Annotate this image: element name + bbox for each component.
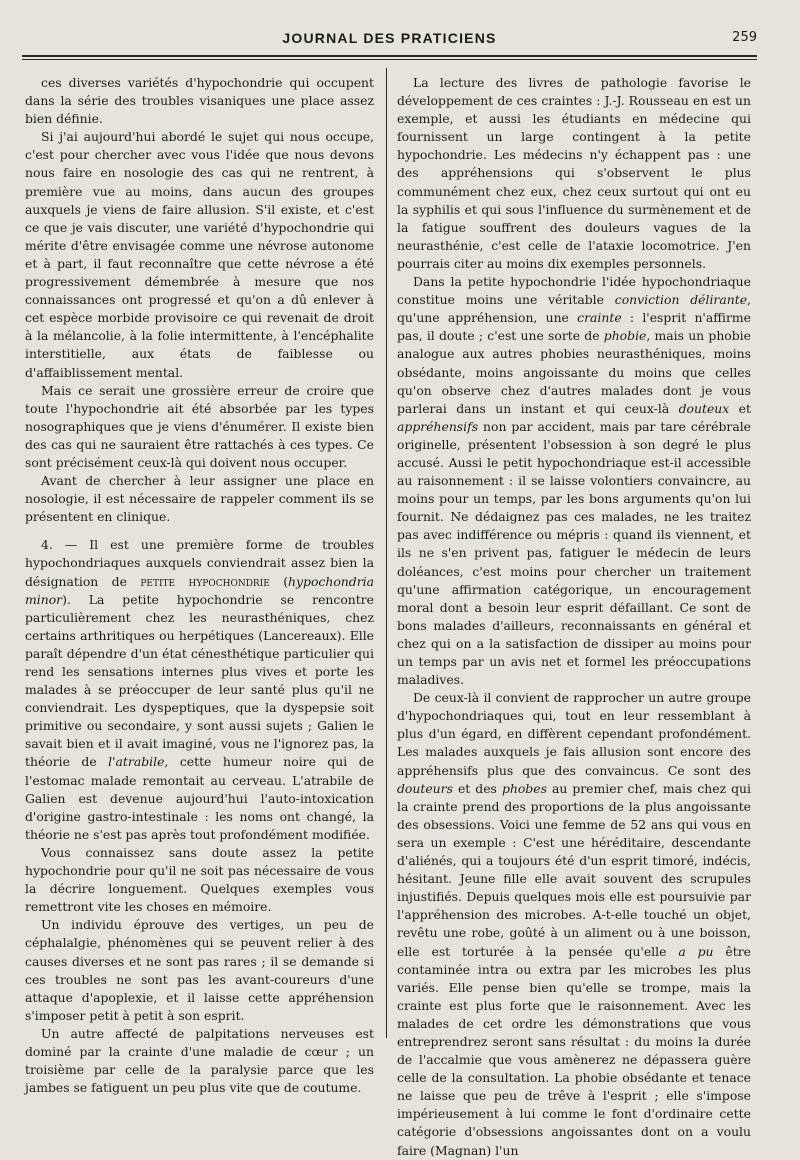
text-run: La lecture des livres de pathologie favorise le développement de ces craintes : J.-J. Rousseau en est un exemple, et aussi les étudiants en médecine qui fournissent un large contingent à la petite hypochondrie. Les médecins n'y échappent pas : une des appréhensions qui s'observent le plus communément chez eux, chez ceux surtout qui ont eu la syphilis et qui sous l'influence du surmènement et de la fatigue souffrent des douleurs vagues de la neurasthénie, c'est celle de l'ataxie locomotrice. J'en pourrais citer au moins dix exemples personnels. bbox=[397, 75, 751, 271]
text-run: Vous connaissez sans doute assez la petite hypochondrie pour qu'il ne soit pas nécessaire de vous la décrire longuement. Quelques exemples vous remettront vite les choses en mémoire. bbox=[25, 844, 374, 915]
text-run: , mais un phobie analogue aux autres phobies neurasthéniques, moins obsédante, moins angoissante du moins que celles qu'on observe chez d'autres malades dont je vous parlerai dans un instant et qui ceux-là bbox=[397, 328, 751, 416]
paragraph bbox=[25, 382, 374, 472]
italic-run: douteux bbox=[678, 400, 730, 416]
text-run: , cette humeur noire qui de l'estomac malade remontait au cerveau. L'atrabile de Galien est devenue aujourd'hui l'auto-intoxication d'origine gastro-intestinale : les noms ont changé, la théorie ne s'est pas après tout profondément modifiée. bbox=[25, 754, 374, 842]
right-column bbox=[397, 74, 751, 1158]
paragraph bbox=[397, 273, 751, 689]
italic-run: l'atrabile bbox=[108, 754, 165, 770]
paragraph bbox=[25, 536, 374, 844]
text-run: Avant de chercher à leur assigner une place en nosologie, il est nécessaire de rappeler comment ils se présentent en clinique. bbox=[25, 473, 374, 525]
text-run: : l'esprit n'affirme pas, il doute ; c'est une sorte de bbox=[397, 310, 751, 344]
text-run: et des bbox=[452, 780, 502, 796]
italic-run: phobes bbox=[501, 780, 547, 796]
italic-run: douteurs bbox=[397, 780, 453, 796]
paragraph bbox=[397, 689, 751, 1159]
text-run: De ceux-là il convient de rapprocher un autre groupe d'hypochondriaques qui, tout en leur ressemblant à plus d'un égard, en diffèrent cependant profondément. Les malades auxquels je fais allusion sont encore des appréhensifs plus que des convaincus. Ce sont des bbox=[397, 690, 751, 778]
italic-run: phobie bbox=[603, 328, 647, 344]
text-run: Dans la petite hypochondrie l'idée hypochondriaque constitue moins une véritable bbox=[397, 274, 751, 308]
text-run: non par accident, mais par tare cérébrale originelle, présentent l'obsession à son degré le plus accusé. Aussi le petit hypochondriaque est-il accessible au raisonnement : il se laisse volontiers convaincre, au moins pour un temps, par les bons arguments qu'on lui fournit. Ne dédaignez pas ces malades, ne les traitez pas avec indifférence ou mépris : quand ils viennent, et ils ne s'en privent pas, fatiguer le médecin de leurs doléances, c'est moins pour chercher un traitement qu'une affirmation catégorique, un encouragement moral dont a besoin leur esprit défaillant. Ce sont de bons malades d'ailleurs, reconnaissants en général et chez qui on a la satisfaction de dissiper au moins pour un temps par un avis net et formel les préoccupations maladives. bbox=[397, 418, 751, 688]
text-run: Un individu éprouve des vertiges, un peu de céphalalgie, phénomènes qui se peuvent relier à des causes diverses et ne sont pas rares ; il se demande si ces troubles ne sont pas les avant-coureurs d'une attaque d'apoplexie, et il laisse cette appréhension s'imposer petit à petit à son esprit. bbox=[25, 917, 374, 1023]
paragraph bbox=[25, 1025, 374, 1097]
text-run: Mais ce serait une grossière erreur de croire que toute l'hypochondrie ait été absorbée par les types nosographiques que je viens d'énumérer. Il existe bien des cas qui ne sauraient être rattachés à ces types. Ce sont précisément ceux-là qui doivent nous occuper. bbox=[25, 382, 374, 470]
paragraph bbox=[25, 74, 374, 128]
header-rule-thin bbox=[22, 59, 757, 60]
italic-run: crainte bbox=[577, 310, 622, 326]
text-run: Si j'ai aujourd'hui abordé le sujet qui nous occupe, c'est pour chercher avec vous l'idée que nous devons nous faire en nosologie des cas qui ne rentrent, à première vue au moins, dans aucun des groupes auxquels je viens de faire allusion. S'il existe, et c'est ce que je vais discuter, une variété d'hypochondrie qui mérite d'être envisagée comme une névrose autonome et à part, il faut reconnaître que cette névrose a été progressivement démembrée à mesure que nos connaissances ont progressé et qu'on a dû enlever à cet espèce morbide provisoire ce qui revenait de droit à la mélancolie, à la folie intermittente, à l'encéphalite interstitielle, aux états de faiblesse ou d'affaiblissement mental. bbox=[25, 129, 374, 380]
page-header bbox=[22, 27, 757, 51]
small-caps-run: petite hypochondrie bbox=[140, 573, 270, 589]
text-run: Un autre affecté de palpitations nerveuses est dominé par la crainte d'une maladie de cœur ; un troisième par celle de la paralysie parce que les jambes se fatiguent un peu plus vite que de coutume. bbox=[25, 1025, 374, 1096]
text-run: être contaminée intra ou extra par les microbes les plus variés. Elle pense bien qu'elle se trompe, mais la crainte est plus forte que le raisonnement. Avec les malades de cet ordre les démonstrations que vous entreprendrez seront sans résultat : du moins la durée de l'accalmie que vous amènerez ne dépassera guère celle de la consultation. La phobie obsédante et tenace ne laisse que peu de trêve à l'esprit ; elle s'impose impérieusement à lui comme le font d'ordinaire cette catégorie d'obsessions angoissantes dont on a voulu faire (Magnan) l'un bbox=[397, 943, 751, 1158]
italic-run: hypochondria minor bbox=[25, 573, 374, 607]
left-column bbox=[25, 74, 374, 1096]
column-divider bbox=[386, 68, 387, 1038]
text-run: ( bbox=[269, 573, 289, 589]
italic-run: conviction délirante bbox=[614, 292, 748, 308]
italic-run: appréhensifs bbox=[397, 418, 479, 434]
header-rule-thick bbox=[22, 55, 757, 57]
paragraph bbox=[25, 844, 374, 916]
running-title: JOURNAL DES PRATICIENS bbox=[282, 30, 497, 46]
text-run: au premier chef, mais chez qui la crainte prend des proportions de la plus angoissante des obsessions. Voici une femme de 52 ans qui vous en sera un exemple : C'est une héréditaire, descendante d'aliénés, qui a toujours été d'un esprit timoré, indécis, hésitant. Jeune fille elle avait souvent des scrupules injustifiés. Depuis quelques mois elle est poursuivie par l'appréhension des microbes. A-t-elle touché un objet, revêtu une robe, goûté à un aliment ou à une boisson, elle est torturée à la pensée qu'elle bbox=[397, 780, 751, 959]
text-run: 4. — Il est une première forme de troubles hypochondriaques auxquels conviendrait assez bien la désignation de bbox=[25, 537, 374, 589]
text-run: ). La petite hypochondrie se rencontre particulièrement chez les neurasthéniques, chez certains arthritiques ou herpétiques (Lancereaux). Elle paraît dépendre d'un état cénesthétique particulier qui rend les sensations internes plus vives et porte les malades à se préoccuper de leur santé plus qu'il ne conviendrait. Les dyspeptiques, que la dyspepsie soit primitive ou secondaire, y sont aussi sujets ; Galien le savait bien et il avait imaginé, vous ne l'ignorez pas, la théorie de bbox=[25, 591, 374, 770]
page-number: 259 bbox=[732, 30, 757, 45]
paragraph bbox=[397, 74, 751, 273]
paragraph bbox=[25, 472, 374, 526]
italic-run: a pu bbox=[678, 943, 714, 959]
text-run: et bbox=[729, 400, 751, 416]
text-run: , qu'une appréhension, une bbox=[397, 292, 751, 326]
paragraph bbox=[25, 916, 374, 1025]
paragraph bbox=[25, 128, 374, 381]
text-run: ces diverses variétés d'hypochondrie qui occupent dans la série des troubles visaniques une place assez bien définie. bbox=[25, 75, 374, 127]
